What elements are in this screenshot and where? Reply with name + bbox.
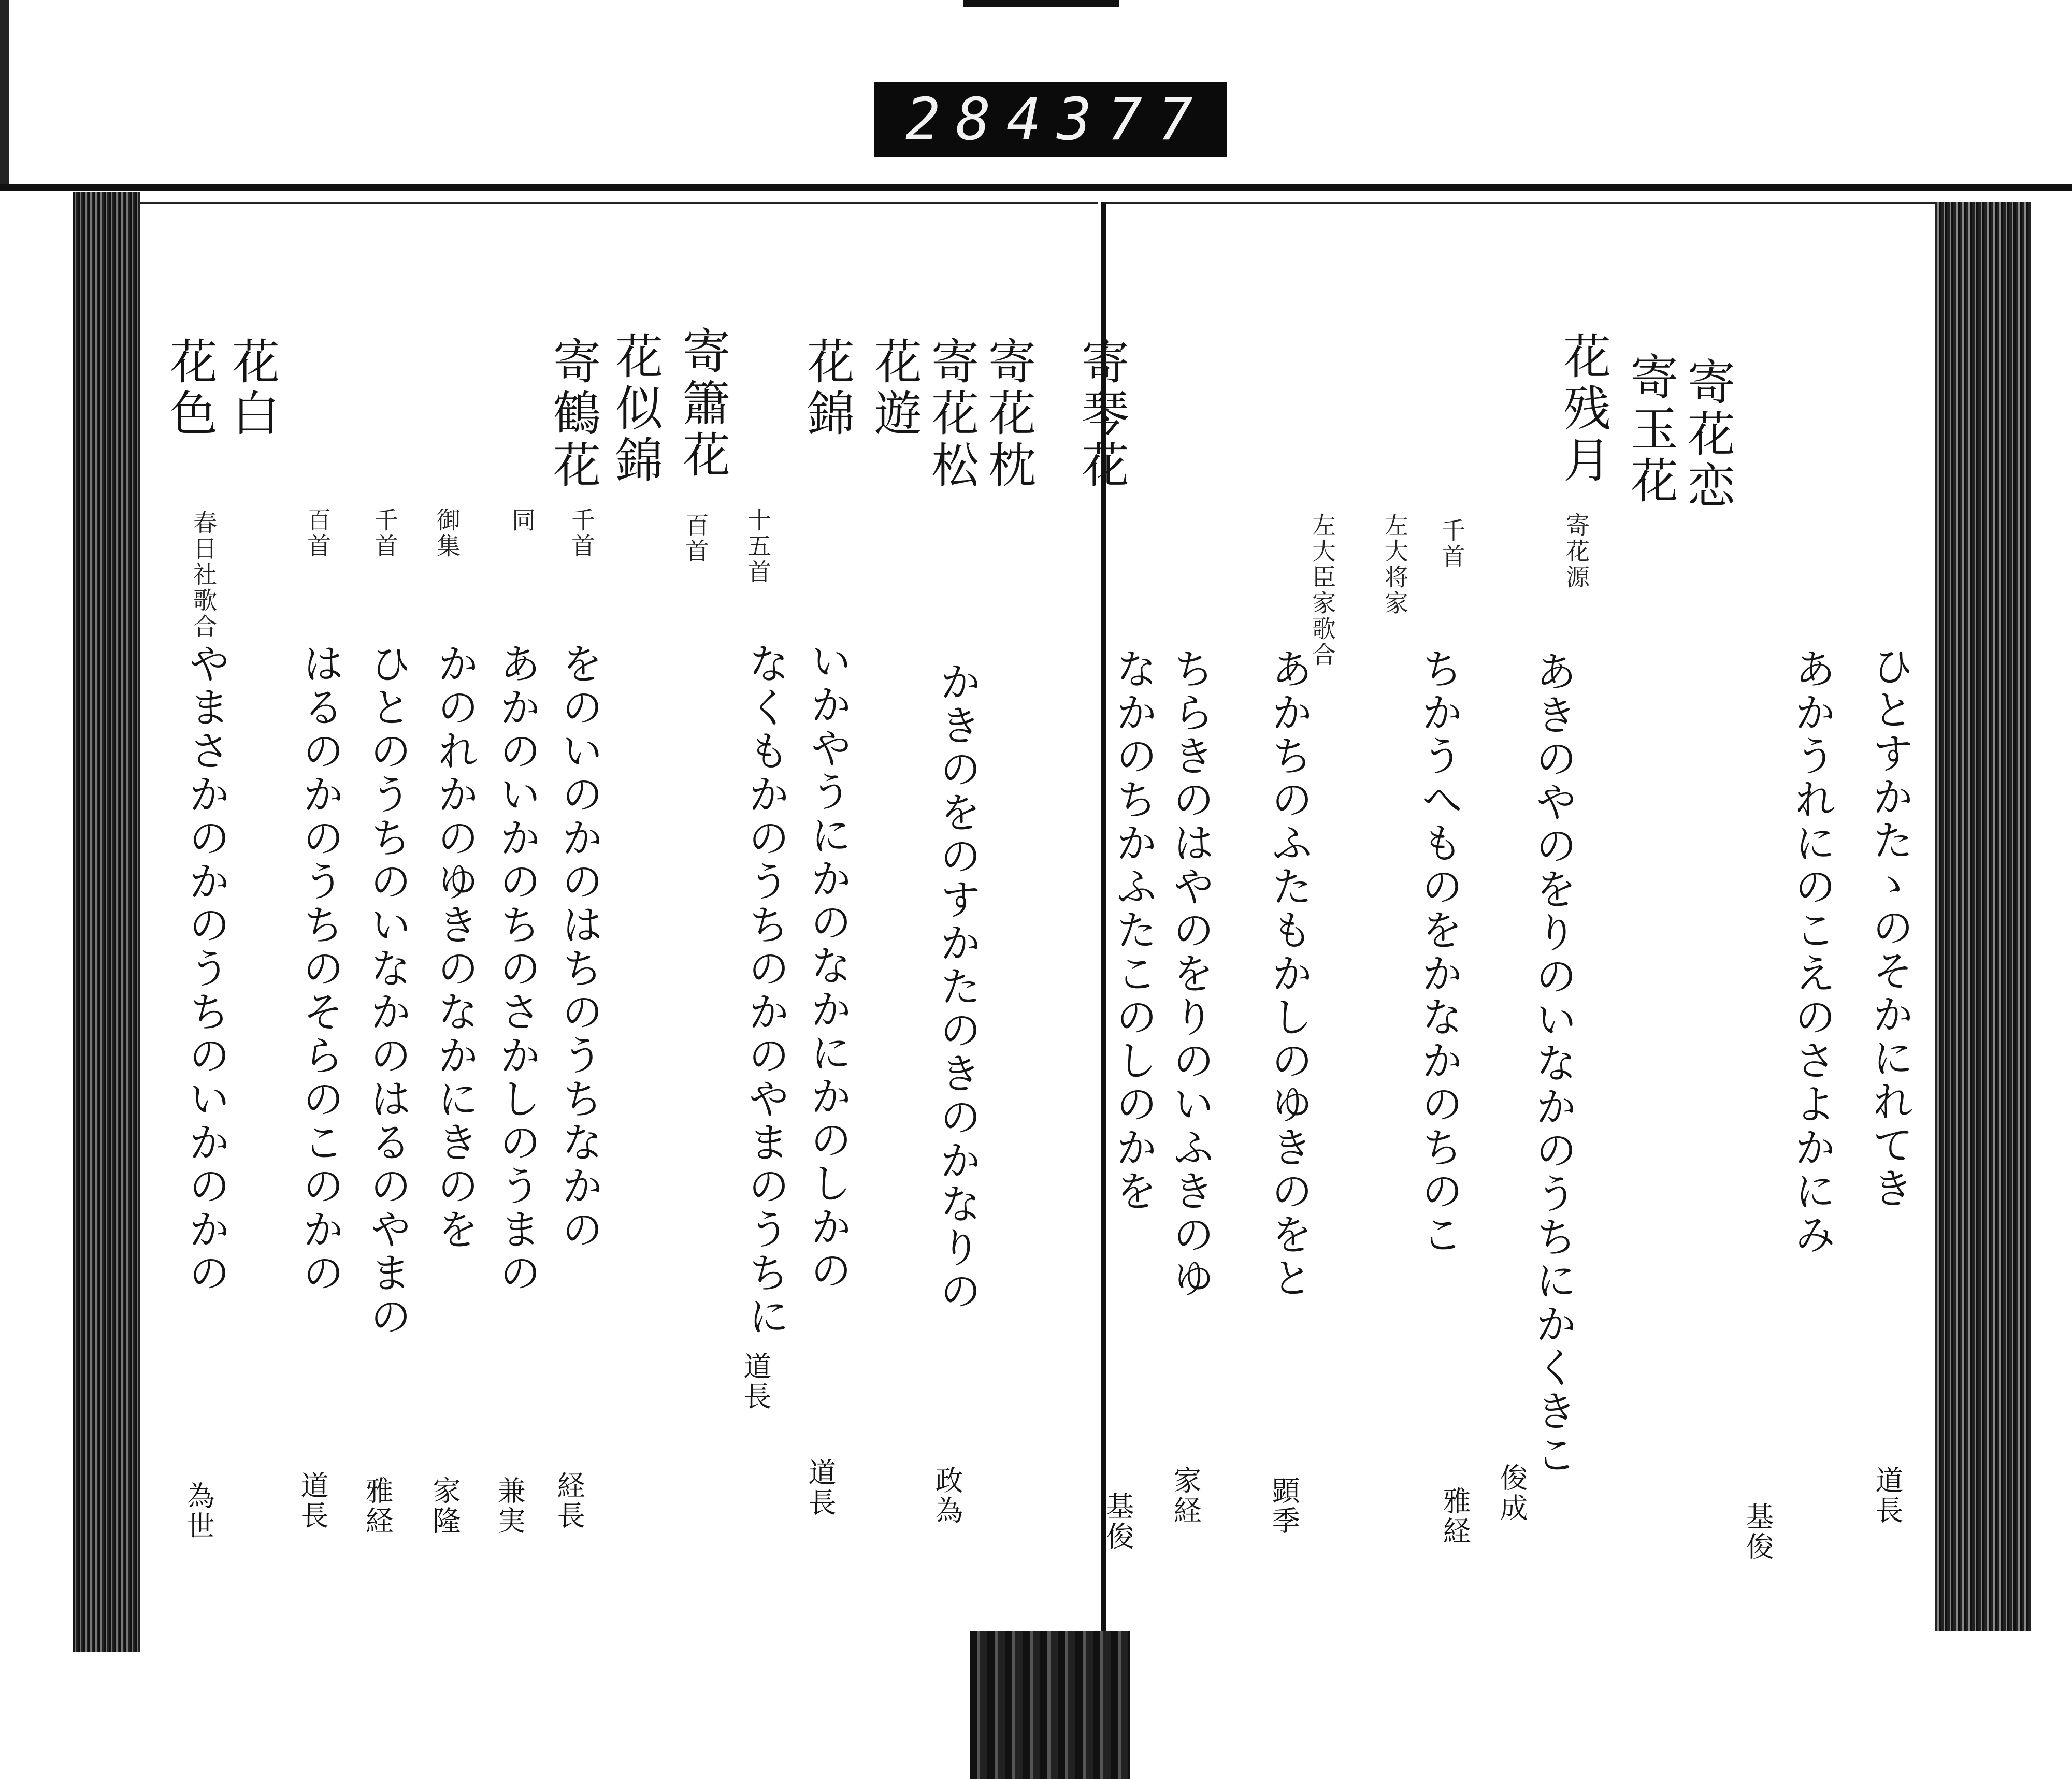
left-title-5: 寄簫花 xyxy=(675,326,730,482)
left-author-6: 家隆 xyxy=(428,1476,461,1536)
scan-header-mark xyxy=(963,0,1119,7)
left-note-7: 百首 xyxy=(304,508,332,559)
left-poem-5: あかのいかのちのさかしのうまの xyxy=(493,642,541,1295)
scan-top-bar xyxy=(0,184,2072,191)
right-author-7: 基俊 xyxy=(1102,1492,1134,1552)
right-page-edges xyxy=(1935,202,2031,1631)
right-poem-2: あかうれにのこえのさよかにみ xyxy=(1788,647,1836,1256)
left-author-2: 道長 xyxy=(804,1458,837,1518)
left-note-2: 百首 xyxy=(682,513,710,565)
right-poem-4: ちかうへものをかなかのちのこ xyxy=(1415,647,1463,1256)
frame-number-right: 377 xyxy=(1057,86,1208,153)
left-poem-4: をのいのかのはちのうちなかの xyxy=(555,642,603,1251)
left-title-4: 花錦 xyxy=(799,337,855,440)
left-note-6: 千首 xyxy=(371,508,399,559)
right-title-3: 花残月 xyxy=(1556,331,1611,487)
scan-left-edge xyxy=(0,0,9,186)
left-title-7: 寄鶴花 xyxy=(545,337,601,492)
right-title-2: 寄玉花 xyxy=(1623,352,1678,508)
left-note-3: 千首 xyxy=(568,508,596,559)
left-author-9: 為世 xyxy=(182,1481,215,1541)
left-title-6: 花似錦 xyxy=(608,331,663,487)
left-author-1: 政為 xyxy=(931,1466,963,1526)
right-note-1: 寄花源 xyxy=(1562,513,1590,590)
book-spine-clamp xyxy=(970,1631,1130,1779)
left-poem-7: ひとのうちのいなかのはるのやまの xyxy=(363,642,411,1338)
left-poem-3: なくもかのうちのかのやまのうちに xyxy=(741,642,789,1338)
right-author-2: 基俊 xyxy=(1742,1502,1774,1562)
right-title-1: 寄花恋 xyxy=(1680,357,1735,513)
left-title-8: 花白 xyxy=(224,337,280,440)
left-poem-2: いかやうにかのなかにかのしかの xyxy=(803,640,852,1292)
left-author-7: 雅経 xyxy=(361,1476,394,1536)
left-note-4: 同 xyxy=(508,508,536,533)
left-author-4: 経長 xyxy=(553,1471,585,1531)
right-poem-7: なかのちかふたこのしのかを xyxy=(1109,647,1157,1213)
left-author-8: 道長 xyxy=(296,1471,329,1531)
right-title-center: 寄琴花 xyxy=(1074,337,1129,492)
right-poem-5: あかちのふたもかしのゆきのをと xyxy=(1264,647,1313,1300)
left-note-1: 十五首 xyxy=(744,508,772,585)
right-author-3: 俊成 xyxy=(1495,1463,1528,1523)
left-poem-9: やまさかのかのうちのいかのかの xyxy=(182,642,230,1295)
right-author-1: 道長 xyxy=(1871,1466,1904,1526)
left-title-3: 花遊 xyxy=(867,337,922,440)
right-author-5: 顕季 xyxy=(1268,1476,1300,1536)
right-author-4: 雅経 xyxy=(1438,1486,1471,1546)
left-poem-6: かのれかのゆきのなかにきのを xyxy=(430,642,479,1251)
frame-counter-label xyxy=(874,82,1227,157)
left-page-edges xyxy=(73,192,140,1652)
left-note-8: 春日社歌合 xyxy=(190,510,218,640)
left-author-3: 道長 xyxy=(739,1352,772,1412)
right-poem-3: あきのやのをりのいなかのうちにかくきこ xyxy=(1529,650,1577,1477)
left-poem-8: はるのかのうちのそらのこのかの xyxy=(296,642,344,1295)
right-note-2: 千首 xyxy=(1438,518,1466,570)
left-note-5: 御集 xyxy=(433,508,461,559)
right-poem-1: ひとすかたゝのそかにれてき xyxy=(1865,645,1913,1210)
left-author-5: 兼実 xyxy=(493,1476,526,1536)
left-poem-1: かきのをのすかたのきのかなりの xyxy=(933,660,981,1313)
right-author-6: 家経 xyxy=(1169,1466,1202,1526)
left-title-1: 寄花枕 xyxy=(981,337,1036,492)
left-title-9: 花色 xyxy=(162,337,218,440)
right-note-3: 左大将家 xyxy=(1381,513,1409,616)
right-note-4: 左大臣家歌合 xyxy=(1308,513,1336,668)
frame-number-left: 284 xyxy=(905,86,1057,153)
left-title-2: 寄花松 xyxy=(924,337,979,492)
right-poem-6: ちらきのはやのをりのいふきのゆ xyxy=(1166,647,1214,1300)
